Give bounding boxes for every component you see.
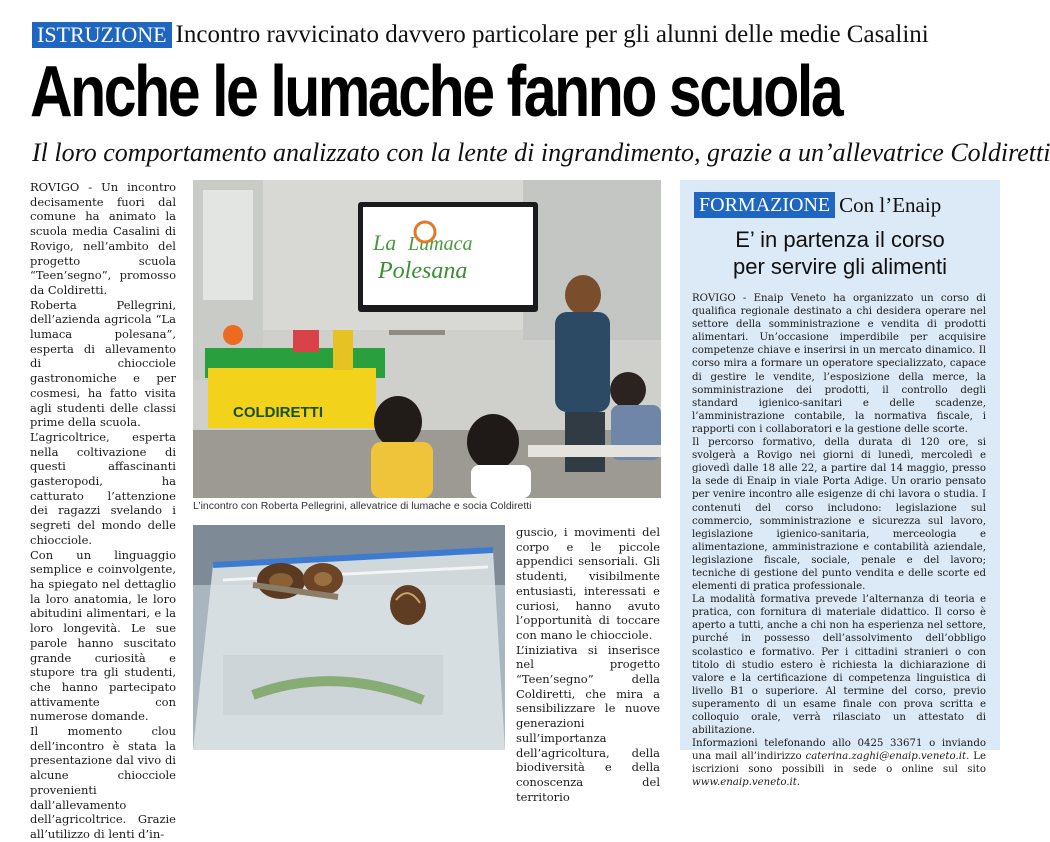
classroom-photo: [193, 180, 661, 498]
snails-photo-illustration: [193, 525, 505, 750]
screen-logo-text-polesana: Polesana: [378, 258, 468, 284]
snails-photo: [193, 525, 505, 750]
contact-prefix: Informazioni telefonando allo 0425 33671 o inviando una mail all’indirizzo: [692, 738, 986, 763]
snail-shell-3: [390, 585, 426, 625]
sidebar-paragraph: Il percorso formativo, della durata di 120 ore, si svolgerà a Rovigo nei giorni di lunedì, mercoledì e giovedì dalle 18 alle 22, a partire dal 14 maggio, presso la sede di Enaip in viale Porta Adige. Un orario pensato per venire incontro alle esigenze di chi lavora o studia. I contenuti del corso includono: legislazione sul commercio, somministrazione e sicurezza sul lavoro, legislazione igienico-sanitaria, merceologia e alimentazione, amministrazione e contabilità aziendale, legislazione fiscale, sociale, penale e del lavoro; tecniche di gestione del punto vendita e delle scorte ed elementi di pratica professionale.: [692, 437, 986, 593]
article-paragraph: Roberta Pellegrini, dell’azienda agricola “La lumaca polesana”, esperta di allevamento di chiocciole gastronomiche e per cosmesi, ha fatto visita agli studenti delle classi prime della scuola.: [30, 297, 176, 430]
photo-caption: L’incontro con Roberta Pellegrini, allevatrice di lumache e socia Coldiretti: [193, 500, 532, 512]
contact-middle: . Le iscrizioni sono possibili in sede o online sul sito: [692, 751, 986, 776]
article-paragraph: guscio, i movimenti del corpo e le piccole appendici sensoriali. Gli studenti, visibilmente entusiasti, interessati e curiosi, hanno avuto l’opportunità di toccare con mano le chiocciole.: [516, 525, 660, 642]
article-paragraph: Il momento clou dell’incontro è stata la presentazione dal vivo di alcune chiocciole provenienti dall’allevamento dell’agricoltrice. Grazie all’utilizzo di lenti d’in-: [30, 724, 176, 841]
teacher-figure: [555, 312, 610, 412]
article-paragraph: L’iniziativa si inserisce nel progetto “Teen’segno” della Coldiretti, che mira a sensibilizzare le nuove generazioni sull’importanza dell’agricoltura, della biodiversità e della conoscenza del territorio: [516, 642, 660, 804]
screen-logo-text-lumaca: Lumaca: [408, 233, 473, 255]
sidebar-box-enaip: [680, 180, 1000, 789]
contact-email-link[interactable]: caterina.zaghi@enaip.veneto.it: [805, 751, 967, 763]
article-column-2: [516, 525, 660, 804]
article-subhead: Il loro comportamento analizzato con la lente di ingrandimento, grazie a un’allevatrice Coldiretti: [32, 138, 1050, 167]
article-kicker-row: [32, 22, 929, 48]
contact-website-link[interactable]: www.enaip.veneto.it: [692, 777, 797, 789]
article-kicker: Incontro ravvicinato davvero particolare per gli alunni delle medie Casalini: [175, 21, 929, 48]
sidebar-title-line: per servire gli alimenti: [733, 254, 947, 279]
sidebar-title: [680, 226, 1000, 280]
section-tag-istruzione: ISTRUZIONE: [32, 22, 172, 48]
section-tag-formazione: FORMAZIONE: [694, 192, 835, 218]
coldiretti-banner-text: COLDIRETTI: [233, 404, 323, 421]
sidebar-kicker: Con l’Enaip: [839, 192, 942, 217]
sidebar-title-line: E’ in partenza il corso: [735, 227, 945, 252]
classroom-photo-illustration: [193, 180, 661, 498]
sidebar-paragraph: La modalità formativa prevede l’alternanza di teoria e pratica, con fornitura di materiale didattico. Il corso è aperto a tutti, anche a chi non ha esperienza nel settore, purché in possesso dell’assolvimento dell’obbligo scolastico e formativo. Per i cittadini stranieri o con titolo di studio estero è richiesta la dichiarazione di valore e la certificazione di competenza linguistica di livello B1 o superiore. Al termine del corso, previo superamento di un esame finale con prova scritta e colloquio orale, verrà rilasciato un attestato di abilitazione.: [692, 594, 986, 737]
article-paragraph: L’agricoltrice, esperta nella coltivazione di questi affascinanti gasteropodi, ha catturato l’attenzione dei ragazzi svelando i segreti del mondo delle chiocciole.: [30, 429, 176, 547]
screen-logo-text-la: La: [373, 230, 397, 255]
article-paragraph: ROVIGO - Un incontro decisamente fuori dal comune ha animato la scuola media Casalini di Rovigo, nell’ambito del progetto scuola “Teen’segno”, promosso da Coldiretti.: [30, 180, 176, 297]
student-figure: [371, 442, 433, 498]
sidebar-body: [692, 292, 986, 789]
article-column-1: [30, 180, 176, 841]
article-paragraph: Con un linguaggio semplice e coinvolgente, ha spiegato nel dettaglio la loro anatomia, le loro abitudini alimentari, e la loro longevità. Le sue parole hanno suscitato grande curiosità e stupore tra gli studenti, che hanno partecipato attivamente con numerose domande.: [30, 547, 176, 724]
sidebar-contact: [692, 737, 986, 789]
sidebar-paragraph: ROVIGO - Enaip Veneto ha organizzato un corso di qualifica regionale destinato a chi desidera operare nel settore della somministrazione e vendita di prodotti alimentari. Un’occasione imperdibile per acquisire competenze chiave e inserirsi in un mercato dinamico. Il corso mira a formare un operatore specializzato, capace di gestire le vendite, l’esposizione della merce, la somministrazione dei prodotti, il controllo degli standard igienico-sanitari e delle scadenze, l’amministrazione contabile, la normativa fiscale, i rapporti con i collaboratori e la gestione delle scorte.: [692, 293, 986, 435]
article-headline: Anche le lumache fanno scuola: [30, 52, 842, 132]
contact-end: .: [796, 777, 801, 789]
sidebar-kicker-row: [694, 192, 941, 218]
